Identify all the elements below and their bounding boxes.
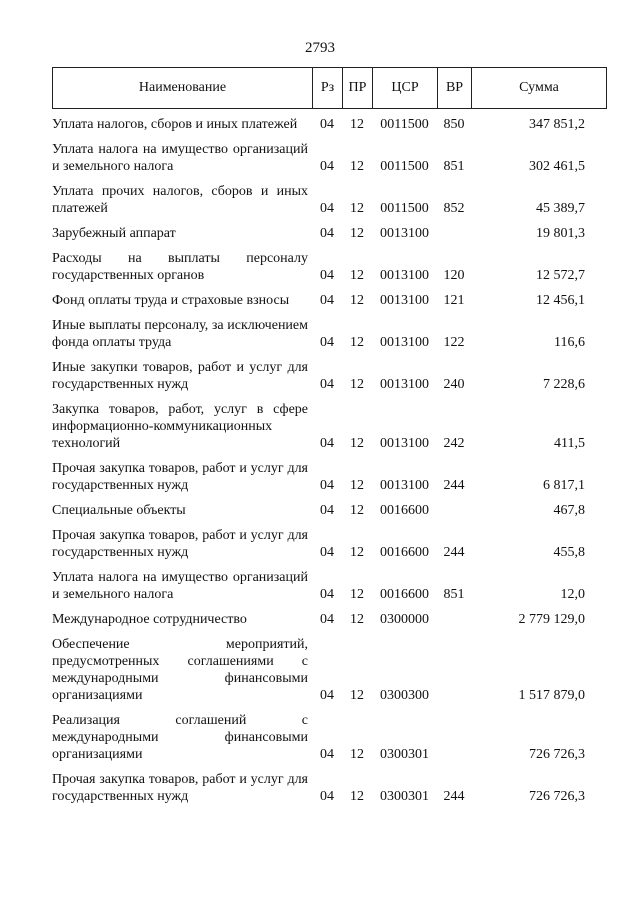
row-sum: 12 572,7 [536, 268, 585, 283]
table-row [52, 401, 607, 452]
row-name: Иные выплаты персоналу, за исключением фонда оплаты труда [52, 318, 308, 350]
row-name: Зарубежный аппарат [52, 226, 176, 241]
row-rz: 04 [320, 293, 334, 308]
page-number: 2793 [305, 40, 335, 56]
table-row [52, 183, 607, 217]
table-row [52, 317, 607, 351]
row-pr: 12 [350, 587, 364, 602]
row-pr: 12 [350, 117, 364, 132]
row-name: Прочая закупка товаров, работ и услуг для государственных нужд [52, 461, 308, 493]
row-csr: 0016600 [380, 503, 429, 518]
row-name: Расходы на выплаты персоналу государственных органов [52, 251, 308, 283]
table-row [52, 292, 607, 309]
row-csr: 0300300 [380, 688, 429, 703]
row-vr: 852 [443, 201, 465, 216]
row-vr: 242 [443, 436, 465, 451]
row-rz: 04 [320, 268, 334, 283]
row-csr: 0016600 [380, 545, 429, 560]
row-pr: 12 [350, 789, 364, 804]
row-rz: 04 [320, 201, 334, 216]
row-sum: 116,6 [554, 335, 585, 350]
table-row [52, 460, 607, 494]
row-pr: 12 [350, 545, 364, 560]
row-name: Обеспечение мероприятий, предусмотренных соглашениями с международными финансовыми организациями [52, 637, 308, 703]
table-row [52, 569, 607, 603]
row-pr: 12 [350, 688, 364, 703]
row-name: Иные закупки товаров, работ и услуг для государственных нужд [52, 360, 308, 392]
header-vr: ВР [438, 68, 472, 108]
row-pr: 12 [350, 226, 364, 241]
row-name: Фонд оплаты труда и страховые взносы [52, 293, 290, 308]
row-csr: 0300301 [380, 747, 429, 762]
row-name: Международное сотрудничество [52, 612, 247, 627]
table-row [52, 712, 607, 763]
row-sum: 6 817,1 [543, 478, 585, 493]
row-csr: 0013100 [380, 478, 429, 493]
row-vr: 851 [443, 587, 465, 602]
row-pr: 12 [350, 612, 364, 627]
row-vr: 240 [443, 377, 465, 392]
row-pr: 12 [350, 747, 364, 762]
row-pr: 12 [350, 377, 364, 392]
row-vr: 244 [443, 789, 465, 804]
row-sum: 347 851,2 [529, 117, 585, 132]
table-row [52, 359, 607, 393]
row-sum: 12,0 [560, 587, 585, 602]
row-csr: 0013100 [380, 335, 429, 350]
row-rz: 04 [320, 688, 334, 703]
table-row [52, 225, 607, 242]
row-sum: 1 517 879,0 [518, 688, 585, 703]
row-sum: 726 726,3 [529, 747, 585, 762]
row-csr: 0013100 [380, 377, 429, 392]
table-body [52, 116, 607, 813]
row-sum: 19 801,3 [536, 226, 585, 241]
row-sum: 2 779 129,0 [518, 612, 585, 627]
row-name: Прочая закупка товаров, работ и услуг для государственных нужд [52, 528, 308, 560]
row-pr: 12 [350, 159, 364, 174]
row-rz: 04 [320, 159, 334, 174]
header-name: Наименование [53, 68, 313, 108]
row-pr: 12 [350, 503, 364, 518]
row-csr: 0011500 [380, 159, 429, 174]
header-csr: ЦСР [373, 68, 438, 108]
table-row [52, 116, 607, 133]
row-csr: 0300000 [380, 612, 429, 627]
row-name: Специальные объекты [52, 503, 186, 518]
row-csr: 0011500 [380, 201, 429, 216]
row-name: Уплата налога на имущество организаций и земельного налога [52, 570, 308, 602]
row-vr: 120 [443, 268, 465, 283]
row-csr: 0013100 [380, 268, 429, 283]
row-rz: 04 [320, 545, 334, 560]
row-csr: 0016600 [380, 587, 429, 602]
row-vr: 851 [443, 159, 465, 174]
row-rz: 04 [320, 377, 334, 392]
row-pr: 12 [350, 293, 364, 308]
row-vr: 850 [443, 117, 465, 132]
table-row [52, 527, 607, 561]
row-sum: 7 228,6 [543, 377, 585, 392]
row-pr: 12 [350, 478, 364, 493]
row-rz: 04 [320, 478, 334, 493]
row-name: Уплата налога на имущество организаций и земельного налога [52, 142, 308, 174]
row-rz: 04 [320, 335, 334, 350]
row-sum: 467,8 [553, 503, 585, 518]
row-sum: 726 726,3 [529, 789, 585, 804]
row-pr: 12 [350, 268, 364, 283]
row-csr: 0013100 [380, 436, 429, 451]
row-sum: 12 456,1 [536, 293, 585, 308]
row-rz: 04 [320, 587, 334, 602]
row-rz: 04 [320, 503, 334, 518]
header-sum: Сумма [519, 80, 559, 95]
row-vr: 122 [443, 335, 465, 350]
table-row [52, 250, 607, 284]
row-csr: 0300301 [380, 789, 429, 804]
row-vr: 244 [443, 478, 465, 493]
row-pr: 12 [350, 201, 364, 216]
row-pr: 12 [350, 436, 364, 451]
table-row [52, 771, 607, 805]
row-vr: 244 [443, 545, 465, 560]
table-row [52, 141, 607, 175]
row-rz: 04 [320, 612, 334, 627]
row-rz: 04 [320, 747, 334, 762]
table-row [52, 611, 607, 628]
row-name: Прочая закупка товаров, работ и услуг для государственных нужд [52, 772, 308, 804]
row-name: Реализация соглашений с международными финансовыми организациями [52, 713, 308, 762]
row-csr: 0013100 [380, 293, 429, 308]
row-rz: 04 [320, 117, 334, 132]
row-name: Уплата прочих налогов, сборов и иных платежей [52, 184, 308, 216]
row-sum: 45 389,7 [536, 201, 585, 216]
row-rz: 04 [320, 789, 334, 804]
table-row [52, 502, 607, 519]
row-csr: 0013100 [380, 226, 429, 241]
table-row [52, 636, 607, 704]
row-sum: 455,8 [553, 545, 585, 560]
row-vr: 121 [443, 293, 465, 308]
row-sum: 302 461,5 [529, 159, 585, 174]
row-sum: 411,5 [554, 436, 585, 451]
header-pr: ПР [343, 68, 373, 108]
row-rz: 04 [320, 436, 334, 451]
row-pr: 12 [350, 335, 364, 350]
header-rz: Рз [313, 68, 343, 108]
row-name: Уплата налогов, сборов и иных платежей [52, 117, 298, 132]
row-name: Закупка товаров, работ, услуг в сфере информационно-коммуникационных технологий [52, 402, 308, 451]
table-header [52, 67, 607, 109]
row-csr: 0011500 [380, 117, 429, 132]
row-rz: 04 [320, 226, 334, 241]
